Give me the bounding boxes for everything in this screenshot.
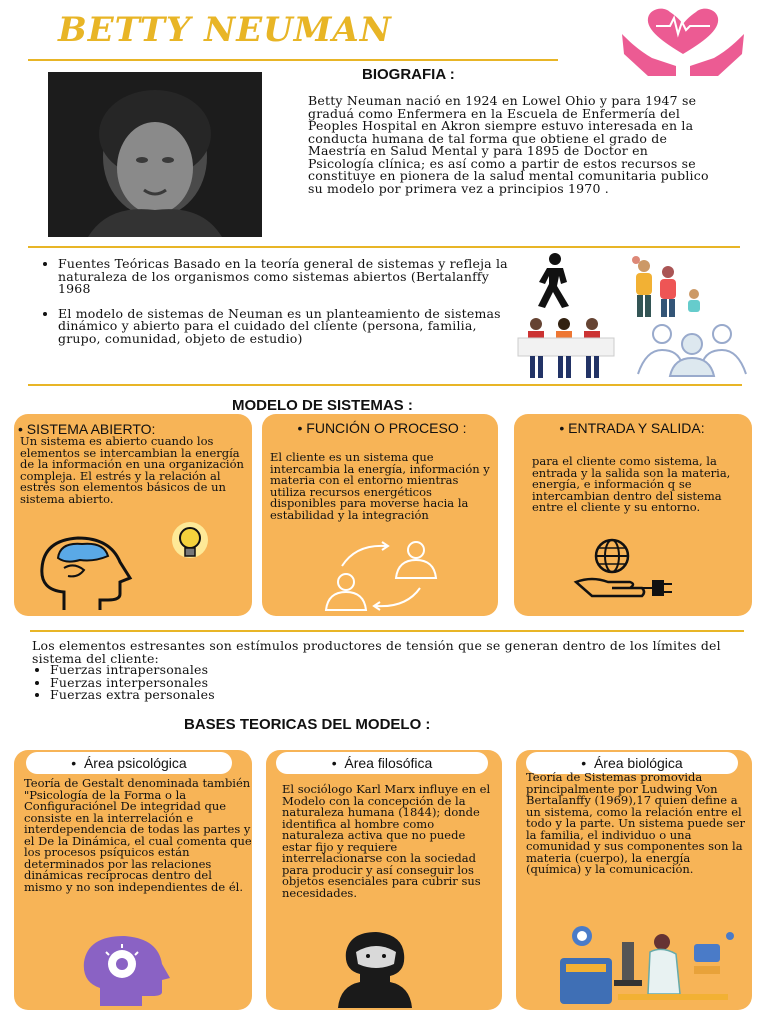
- globe-hand-plug-icon: [572, 536, 702, 608]
- card-title: • Área filosófica: [276, 752, 488, 774]
- heart-hands-icon: [618, 4, 748, 78]
- fuentes-list: [42, 258, 510, 357]
- biografia-text: Betty Neuman nació en 1924 en Lowel Ohio y para 1947 se graduá como Enfermera en la Escuela de Enfermería del Peoples Hospital en Akron siempre estuvo interesada en la conducta humana de tal forma que obtiene el grado de Maestría en Salud Mental y para 1895 de Doctor en Psicología clínica; es así como a partir de estos recursos se constituye en pionera de la salud mental comunitaria publico su modelo por primera vez a principios 1970 .: [308, 93, 709, 196]
- card-sistema-abierto: [14, 414, 252, 616]
- card-title: • Área psicológica: [26, 752, 232, 774]
- card-title: • SISTEMA ABIERTO:: [18, 421, 156, 437]
- estresantes-list: [34, 664, 434, 702]
- list-item: • Fuerzas interpersonales: [50, 677, 434, 690]
- card-title: • ENTRADA Y SALIDA:: [559, 420, 705, 436]
- divider: [30, 630, 744, 632]
- modelo-heading: MODELO DE SISTEMAS :: [232, 397, 413, 414]
- page-title: BETTY NEUMAN: [58, 10, 392, 50]
- biografia-heading: BIOGRAFIA :: [362, 66, 455, 83]
- head-brain-icon: [34, 532, 154, 612]
- card-funcion-proceso: [262, 414, 498, 616]
- head-mind-icon: [80, 934, 176, 1006]
- divider: [28, 246, 740, 248]
- exchange-people-icon: [316, 536, 446, 612]
- karl-marx-bust-icon: [330, 930, 420, 1008]
- divider: [28, 384, 742, 386]
- card-area-psicologica: [14, 750, 252, 1010]
- light-bulb-icon: [162, 522, 218, 566]
- card-area-biologica: [516, 750, 752, 1010]
- card-entrada-salida: [514, 414, 752, 616]
- card-text: El cliente es un sistema que intercambia la energía, información y materia con el entorno mientras utiliza recursos energéticos disponibles para moverse hacia la estabilidad y la integración: [270, 450, 490, 522]
- card-title: • FUNCIÓN O PROCESO :: [297, 420, 467, 436]
- list-item: • Fuerzas intrapersonales: [50, 664, 434, 677]
- card-text: Un sistema es abierto cuando los elementos se intercambian la energía de la información en una organización compleja. El estrés y la relación al estrés son elementos básicos de un sistema abierto.: [20, 434, 244, 506]
- title-divider: [28, 59, 558, 61]
- list-item: • El modelo de sistemas de Neuman es un planteamiento de sistemas dinámico y abierto para el cuidado del cliente (persona, familia, grupo, comunidad, objeto de estudio): [58, 308, 510, 346]
- list-item: • Fuerzas extra personales: [50, 689, 434, 702]
- list-item: • Fuentes Teóricas Basado en la teoría general de sistemas y refleja la naturaleza de los organismos como sistemas abiertos (Bertalanffy 1968: [58, 258, 510, 296]
- betty-neuman-photo: [48, 72, 262, 237]
- scientist-lab-icon: [558, 924, 746, 1006]
- card-area-filosofica: [266, 750, 502, 1010]
- card-text: Teoría de Sistemas promovida principalmente por Ludwing Von Bertalanffy (1969),17 quien define a un sistema, como la relación entre el todo y la parte. Un sistema puede ser la familia, el individuo o una comunidad y sus componentes son la materia (cuerpo), la energía (química) y la comunicación.: [526, 770, 745, 876]
- group-banner-icon: [514, 316, 618, 380]
- card-text: Teoría de Gestalt denominada también "Psicología de la Forma o la Configuraciónel De integridad que consiste en la interrelación e interdependencia de todas las partes y el De la Dinámica, el cual comenta que los procesos psíquicos están determinados por las relaciones dinámicas recíprocas dentro del mismo y no son independientes de él.: [24, 776, 252, 894]
- card-title: • Área biológica: [526, 752, 738, 774]
- community-icon: [624, 320, 760, 378]
- card-text: El sociólogo Karl Marx influye en el Modelo con la concepción de la naturaleza humana (1844); donde identifica al hombre como naturaleza activa que no puede estar fijo y requiere interrelacionarse con la sociedad para producir y así conseguir los objetos esenciales para cubrir sus necesidades.: [282, 782, 491, 900]
- family-icon: [624, 256, 714, 320]
- walking-person-icon: [525, 252, 585, 308]
- estresantes-intro: Los elementos estresantes son estímulos productores de tensión que se generan dentro de los límites del sistema del cliente:: [32, 638, 721, 666]
- card-text: para el cliente como sistema, la entrada y la salida son la materia, energía, e información q se intercambian dentro del sistema entre el cliente y su entorno.: [532, 454, 731, 514]
- bases-heading: BASES TEORICAS DEL MODELO :: [184, 716, 431, 733]
